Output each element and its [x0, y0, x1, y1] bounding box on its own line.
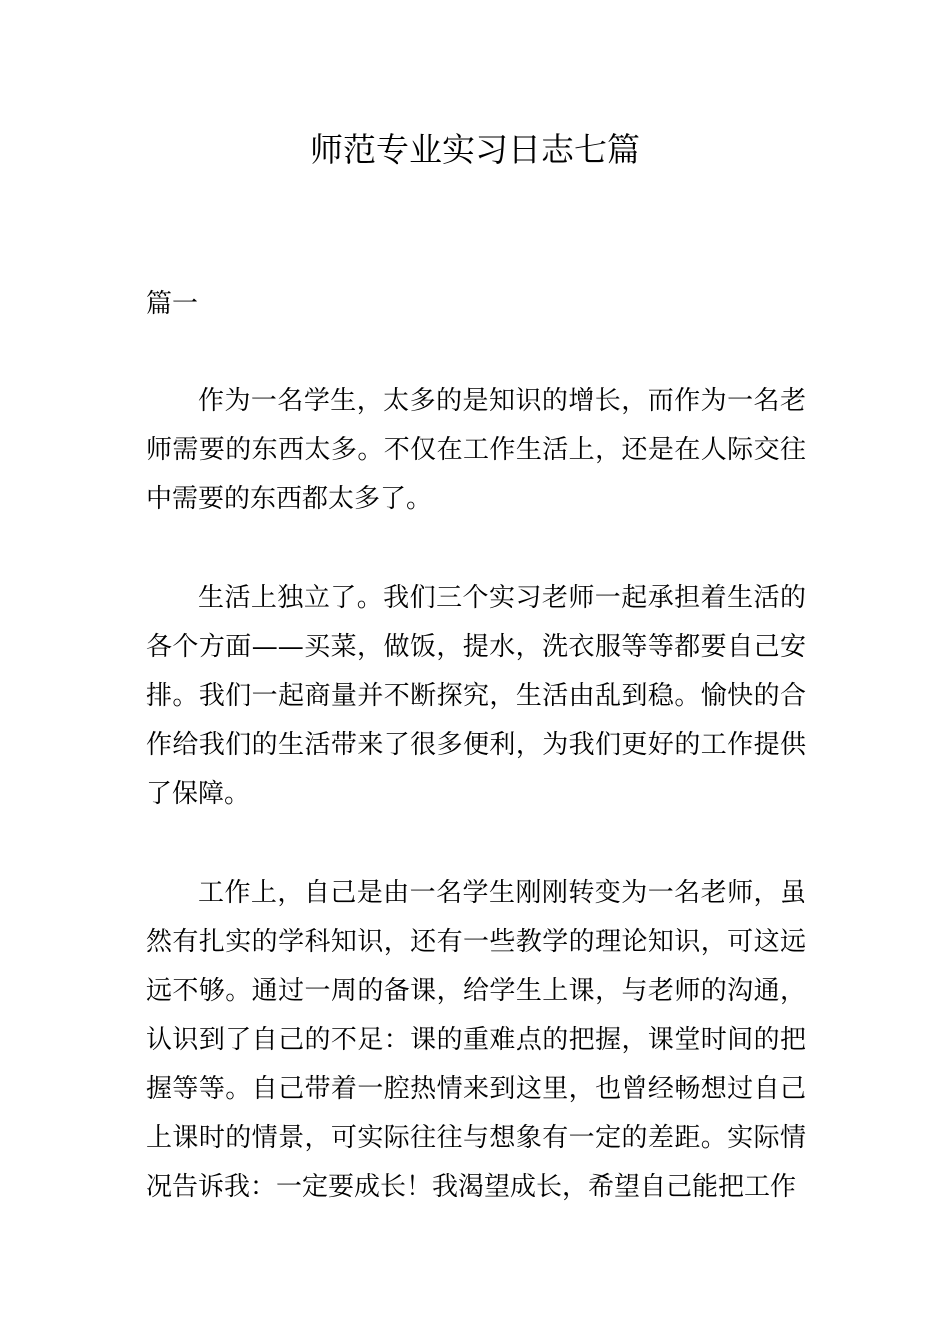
paragraph-1: 作为一名学生，太多的是知识的增长，而作为一名老师需要的东西太多。不仅在工作生活上，还是在人际交往中需要的东西都太多了。 [146, 386, 806, 514]
document-title: 师范专业实习日志七篇 [310, 130, 640, 169]
paragraph-3: 工作上，自己是由一名学生刚刚转变为一名老师，虽然有扎实的学科知识，还有一些教学的理论知识，可这远远不够。通过一周的备课，给学生上课，与老师的沟通，认识到了自己的不足：课的重难点的把握，课堂时间的把握等等。自己带着一腔热情来到这里，也曾经畅想过自己上课时的情景，可实际往往与想象有一定的差距。实际情况告诉我：一定要成长！我渴望成长，希望自己能把工作 [146, 878, 806, 1202]
section-heading: 篇一 [146, 289, 199, 319]
document-body [146, 280, 806, 1262]
paragraph-2: 生活上独立了。我们三个实习老师一起承担着生活的各个方面——买菜，做饭，提水，洗衣服等等都要自己安排。我们一起商量并不断探究，生活由乱到稳。愉快的合作给我们的生活带来了很多便利，为我们更好的工作提供了保障。 [146, 583, 806, 809]
